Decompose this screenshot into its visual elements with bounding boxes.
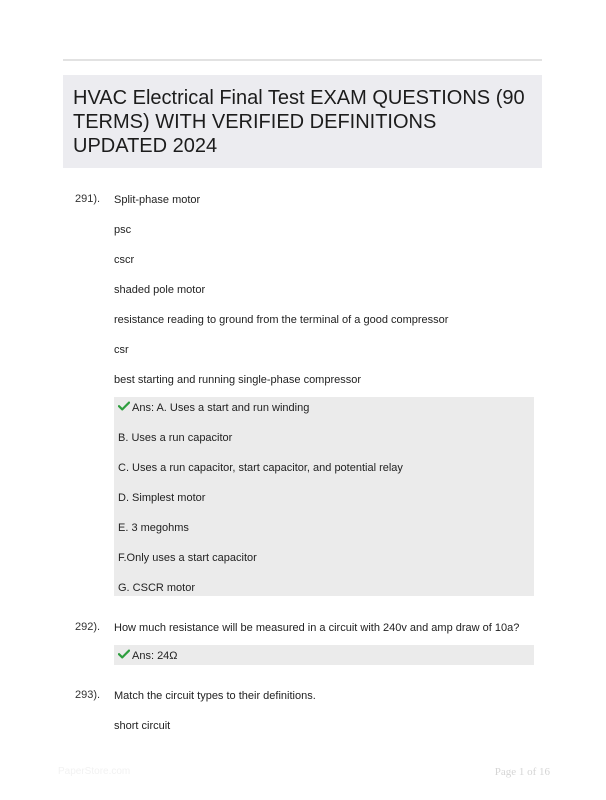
question-line: csr	[114, 344, 129, 356]
question-number: 291).	[75, 193, 101, 205]
title-box	[63, 75, 542, 168]
answer-line: E. 3 megohms	[118, 522, 189, 534]
answer-line	[118, 401, 309, 415]
answer-line: B. Uses a run capacitor	[118, 432, 233, 444]
checkmark-icon	[118, 401, 130, 415]
question-text: How much resistance will be measured in a circuit with 240v and amp draw of 10a?	[114, 622, 520, 634]
question-line: cscr	[114, 254, 135, 266]
answer-line: F.Only uses a start capacitor	[118, 552, 257, 564]
answer-line	[118, 649, 178, 663]
question-line: resistance reading to ground from the terminal of a good compressor	[114, 314, 449, 326]
question-line: psc	[114, 224, 132, 236]
question-line: best starting and running single-phase compressor	[114, 374, 362, 386]
question-line: shaded pole motor	[114, 284, 206, 296]
question-text: Match the circuit types to their definitions.	[114, 690, 316, 702]
page-number: Page 1 of 16	[494, 766, 550, 778]
footer-site: PaperStore.com	[58, 766, 131, 777]
answer-text: Ans: A. Uses a start and run winding	[132, 402, 310, 414]
answer-line: D. Simplest motor	[118, 492, 206, 504]
question-line: short circuit	[114, 720, 171, 732]
question-number: 292).	[75, 621, 101, 633]
question-line: Split-phase motor	[114, 194, 201, 206]
answer-line: G. CSCR motor	[118, 582, 196, 594]
top-divider	[63, 59, 542, 61]
document-title: HVAC Electrical Final Test EXAM QUESTIONS (90 TERMS) WITH VERIFIED DEFINITIONS UPDATED 2024	[73, 87, 525, 157]
answer-text: Ans: 24Ω	[132, 650, 178, 662]
question-number: 293).	[75, 689, 101, 701]
answer-line: C. Uses a run capacitor, start capacitor, and potential relay	[118, 462, 403, 474]
checkmark-icon	[118, 649, 130, 663]
